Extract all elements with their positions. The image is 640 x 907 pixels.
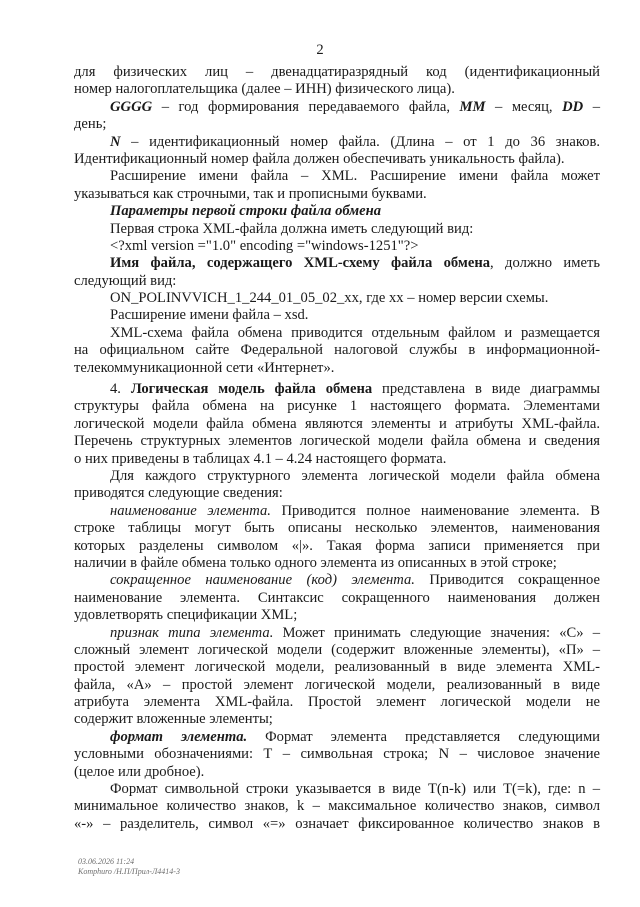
text-line: сокращенное наименование (код) элемента. Приводится сокращенное [110,572,600,589]
text-line: наименование элемента. Синтаксис сокращенного наименования должен [74,589,600,606]
text-line: которых разделены символом «|». Такая форма записи применяется при [74,537,600,554]
text-line: наличии в файле обмена только одного элемента из описанных в этой строке; [74,554,557,571]
text-line: GGGG – год формирования передаваемого файла, MM – месяц, DD – [110,98,600,115]
text-line: указываться как строчными, так и прописными буквами. [74,185,427,202]
text-line: телекоммуникационной сети «Интернет». [74,359,335,376]
code-line: ON_POLINVVICH_1_244_01_05_02_xx, где xx – номер версии схемы. [110,290,549,307]
text-line: содержит вложенные элементы; [74,711,273,728]
text-line: «-» – разделитель, символ «=» означает фиксированное количество знаков в [74,815,600,832]
text-line: номер налогоплательщика (далее – ИНН) физического лица). [74,81,455,98]
text-line: признак типа элемента. Может принимать следующие значения: «С» – [110,624,600,641]
section-heading: Параметры первой строки файла обмена [110,203,382,220]
text-line: Расширение имени файла – XML. Расширение имени файла может [110,168,600,185]
text-line: наименование элемента. Приводится полное наименование элемента. В [110,502,600,519]
italic-term: наименование элемента. [110,502,271,519]
text-line: логической модели файла обмена являются элементы и атрибуты XML-файла. [74,415,600,432]
term-month: MM [459,98,486,115]
code-line: <?xml version ="1.0" encoding ="windows-1251"?> [110,237,419,254]
footer-path: Komphuro /Н.П/Прил-Л4414-3 [78,866,180,876]
text-line: XML-схема файла обмена приводится отдельным файлом и размещается [110,324,600,341]
text-line: следующий вид: [74,272,177,289]
text-line: формат элемента. Формат элемента представляется следующими [110,728,600,745]
document-footer [78,857,180,876]
bold-term: Логическая модель файла обмена [130,381,373,398]
text-line: Расширение имени файла – xsd. [110,307,309,324]
text-line: сложный элемент логической модели (содержит вложенные элементы), «П» – [74,641,600,658]
text-line: на официальном сайте Федеральной налоговой службы в информационной- [74,342,600,359]
text-line: простой элемент логической модели, реализованный в виде элемента XML- [74,659,600,676]
text-line: условными обозначениями: Т – символьная строка; N – числовое значение [74,746,600,763]
term-year: GGGG [110,98,153,115]
text-line: 4. Логическая модель файла обмена представлена в виде диаграммы [110,381,600,398]
text-line: Для каждого структурного элемента логической модели файла обмена [110,467,600,484]
text-line: Имя файла, содержащего XML-схему файла обмена, должно иметь [110,255,600,272]
text-line: день; [74,116,107,133]
text-line: о них приведены в таблицах 4.1 – 4.24 настоящего формата. [74,450,447,467]
term-n: N [110,133,121,150]
text-line: для физических лиц – двенадцатиразрядный код (идентификационный [74,64,600,80]
text-line: (целое или дробное). [74,763,205,780]
text-line: N – идентификационный номер файла. (Длина – от 1 до 36 знаков. [110,133,600,150]
italic-bold-term: формат элемента. [110,728,248,745]
text-line: Первая строка XML-файла должна иметь следующий вид: [110,220,474,237]
text-line: минимальное количество знаков, k – максимальное количество знаков, символ [74,798,600,815]
footer-timestamp: 03.06.2026 11:24 [78,857,135,866]
text-line: Идентификационный номер файла должен обеспечивать уникальность файла). [74,150,565,167]
italic-term: признак типа элемента. [110,624,274,641]
italic-term: сокращенное наименование (код) элемента. [110,572,415,589]
text-line: приводятся следующие сведения: [74,485,283,502]
text-line: файла, «А» – простой элемент логической модели, реализованный в виде [74,676,600,693]
bold-term: Имя файла, содержащего XML-схему файла обмена [110,255,491,272]
page-number: 2 [316,42,324,58]
text-line: удовлетворять спецификации XML; [74,607,298,624]
document-body [74,64,600,833]
text-line: Формат символьной строки указывается в виде T(n-k) или T(=k), где: n – [110,781,600,798]
text-line: атрибута элемента XML-файла. Простой элемент логической модели не [74,694,600,711]
text-line: строке таблицы могут быть описаны несколько элементов, наименования [74,520,600,537]
text-line: структуры файла обмена на рисунке 1 настоящего формата. Элементами [74,398,600,415]
text-line: Перечень структурных элементов логической модели файла обмена и сведения [74,433,600,450]
term-day: DD [562,98,584,115]
